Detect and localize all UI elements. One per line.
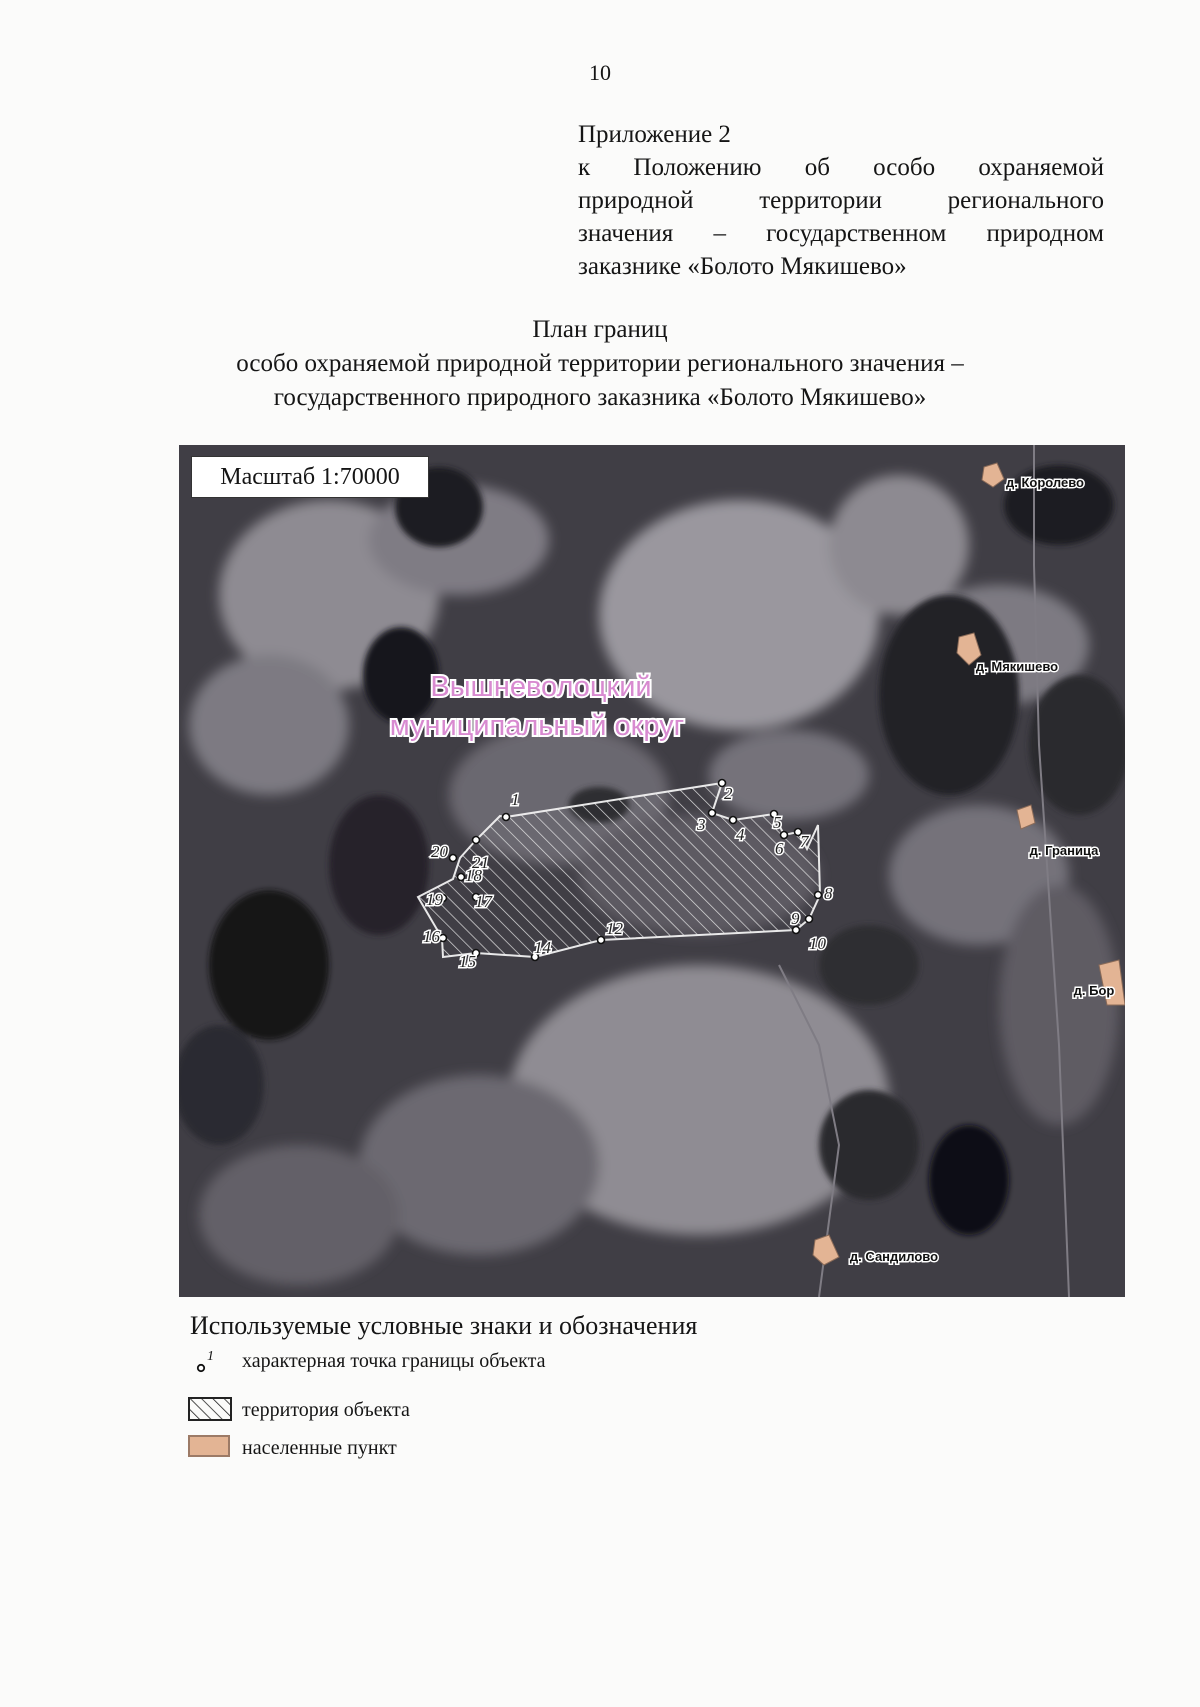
boundary-vertex-9 xyxy=(806,916,813,923)
legend-territory-label: территория объекта xyxy=(242,1399,410,1421)
boundary-point-label-9: 9 xyxy=(791,909,800,928)
satellite-map xyxy=(179,445,1125,1297)
plan-title-line: особо охраняемой природной территории регионального значения – xyxy=(236,350,964,377)
boundary-point-label-19: 19 xyxy=(426,890,443,909)
boundary-vertex-4 xyxy=(730,817,737,824)
settlement-label-granitsa: д. Граница xyxy=(1029,843,1099,858)
appendix-number: Приложение 2 xyxy=(578,121,731,148)
boundary-vertex-3 xyxy=(709,810,716,817)
boundary-point-label-18: 18 xyxy=(465,866,482,885)
district-label-line1: Вышневолоцкий xyxy=(430,671,652,703)
boundary-point-label-21: 21 xyxy=(472,853,489,872)
legend-title: Используемые условные знаки и обозначения xyxy=(190,1311,698,1340)
plan-title xyxy=(0,313,1200,415)
settlement-label-myakishevo: д. Мякишево xyxy=(975,659,1059,674)
appendix-text-line: к Положению об особо охраняемой xyxy=(578,154,1104,181)
boundary-point-symbol-icon xyxy=(192,1348,232,1376)
settlement-label-korolevo: д. Королево xyxy=(1006,475,1084,490)
scale-label: Масштаб 1:70000 xyxy=(191,456,429,498)
boundary-vertex-20 xyxy=(450,855,457,862)
plan-title-line: План границ xyxy=(532,316,668,343)
boundary-point-label-7: 7 xyxy=(800,832,809,851)
appendix-text-line: значения – государственном природном xyxy=(578,220,1104,247)
boundary-point-label-4: 4 xyxy=(736,825,745,844)
boundary-point-label-15: 15 xyxy=(459,952,476,971)
boundary-vertex-6 xyxy=(781,832,788,839)
boundary-vertex-1 xyxy=(503,814,510,821)
appendix-header xyxy=(578,118,1104,283)
boundary-point-label-8: 8 xyxy=(824,884,833,903)
boundary-point-label-16: 16 xyxy=(423,927,440,946)
district-label-line2: муниципальный округ xyxy=(389,710,685,742)
boundary-vertex-21 xyxy=(473,837,480,844)
boundary-vertex-16 xyxy=(440,935,447,942)
legend-point-label: характерная точка границы объекта xyxy=(242,1350,546,1372)
boundary-point-label-5: 5 xyxy=(773,813,782,832)
map-canvas xyxy=(179,445,1125,1297)
appendix-text-line: природной территории регионального xyxy=(578,187,1104,214)
legend-point-number: 1 xyxy=(207,1349,214,1364)
boundary-point-label-14: 14 xyxy=(534,938,551,957)
boundary-point-label-1: 1 xyxy=(511,790,520,809)
boundary-point-label-17: 17 xyxy=(475,892,492,911)
settlement-swatch-icon xyxy=(188,1435,230,1457)
boundary-point-label-10: 10 xyxy=(809,934,826,953)
boundary-point-label-6: 6 xyxy=(775,839,784,858)
boundary-vertex-8 xyxy=(815,892,822,899)
appendix-text-line: заказнике «Болото Мякишево» xyxy=(578,253,907,280)
boundary-vertex-12 xyxy=(598,937,605,944)
settlement-label-sandilovo: д. Сандилово xyxy=(849,1249,939,1264)
boundary-point-label-20: 20 xyxy=(431,842,448,861)
legend-settlement-label: населенные пункт xyxy=(242,1437,397,1459)
boundary-point-label-2: 2 xyxy=(724,784,733,803)
page-number: 10 xyxy=(589,60,611,85)
boundary-point-label-12: 12 xyxy=(606,919,623,938)
boundary-point-label-3: 3 xyxy=(697,815,706,834)
plan-title-line: государственного природного заказника «Болото Мякишево» xyxy=(273,384,927,411)
hatched-territory-icon xyxy=(188,1397,232,1421)
boundary-vertex-18 xyxy=(458,874,465,881)
settlement-label-bor: д. Бор xyxy=(1073,983,1115,998)
